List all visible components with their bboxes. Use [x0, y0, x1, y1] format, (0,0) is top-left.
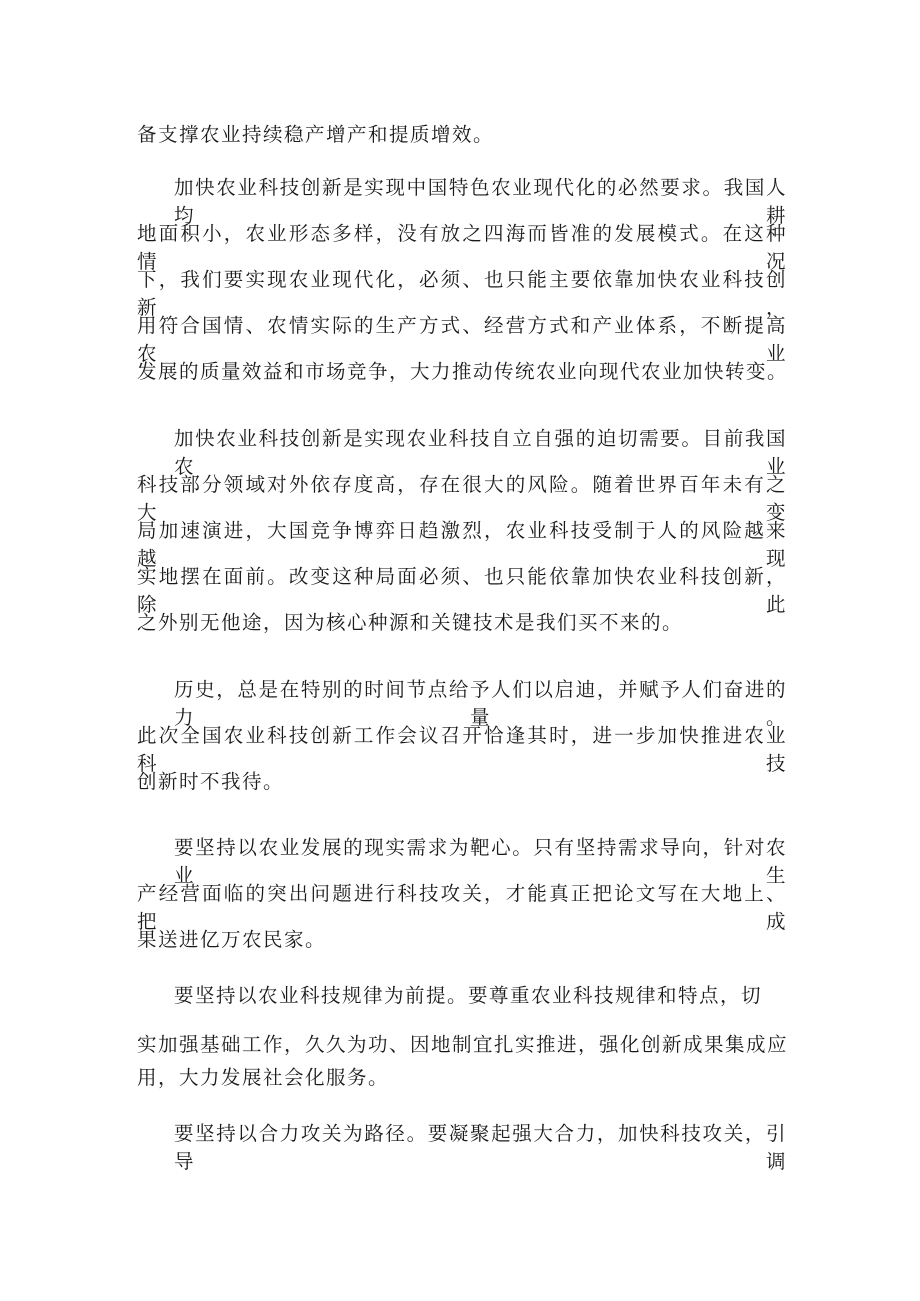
text-line: 实加强基础工作，久久为功、因地制宜扎实推进，强化创新成果集成应 — [137, 1033, 789, 1056]
text-line: 备支撑农业持续稳产增产和提质增效。 — [137, 123, 495, 146]
text-line: 此次全国农业科技创新工作会议召开恰逢其时，进一步加快推进农业科技 — [137, 724, 787, 775]
text-line: 产经营面临的突出问题进行科技攻关，才能真正把论文写在大地上、把成 — [137, 882, 787, 933]
text-line: 历史，总是在特别的时间节点给予人们以启迪，并赋予人们奋进的力量。 — [174, 678, 787, 729]
text-line: 果送进亿万农民家。 — [137, 928, 327, 951]
text-line: 实地摆在面前。改变这种局面必须、也只能依靠加快农业科技创新，除此 — [137, 565, 787, 616]
text-line: 创新时不我待。 — [137, 770, 285, 793]
text-line: 加快农业科技创新是实现农业科技自立自强的迫切需要。目前我国农业 — [174, 427, 787, 478]
text-line: 局加速演进，大国竞争博弈日趋激烈，农业科技受制于人的风险越来越现 — [137, 519, 787, 570]
text-line: 科技部分领域对外依存度高，存在很大的风险。随着世界百年未有之大变 — [137, 473, 787, 524]
text-line: 用符合国情、农情实际的生产方式、经营方式和产业体系，不断提高农业 — [137, 314, 787, 365]
text-line: 用，大力发展社会化服务。 — [137, 1066, 390, 1089]
text-line: 要坚持以合力攻关为路径。要凝聚起强大合力，加快科技攻关，引导调 — [174, 1122, 787, 1173]
text-line: 要坚持以农业发展的现实需求为靶心。只有坚持需求导向，针对农业生 — [174, 836, 787, 887]
text-line: 地面积小，农业形态多样，没有放之四海而皆准的发展模式。在这种情况 — [137, 222, 787, 273]
text-line: 要坚持以农业科技规律为前提。要尊重农业科技规律和特点，切 — [174, 984, 763, 1007]
text-line: 加快农业科技创新是实现中国特色农业现代化的必然要求。我国人均耕 — [174, 176, 787, 227]
text-line: 之外别无他途，因为核心种源和关键技术是我们买不来的。 — [137, 611, 684, 634]
text-line: 下，我们要实现农业现代化，必须、也只能主要依靠加快农业科技创新， — [137, 268, 787, 319]
text-line: 发展的质量效益和市场竞争，大力推动传统农业向现代农业加快转变。 — [137, 360, 789, 383]
